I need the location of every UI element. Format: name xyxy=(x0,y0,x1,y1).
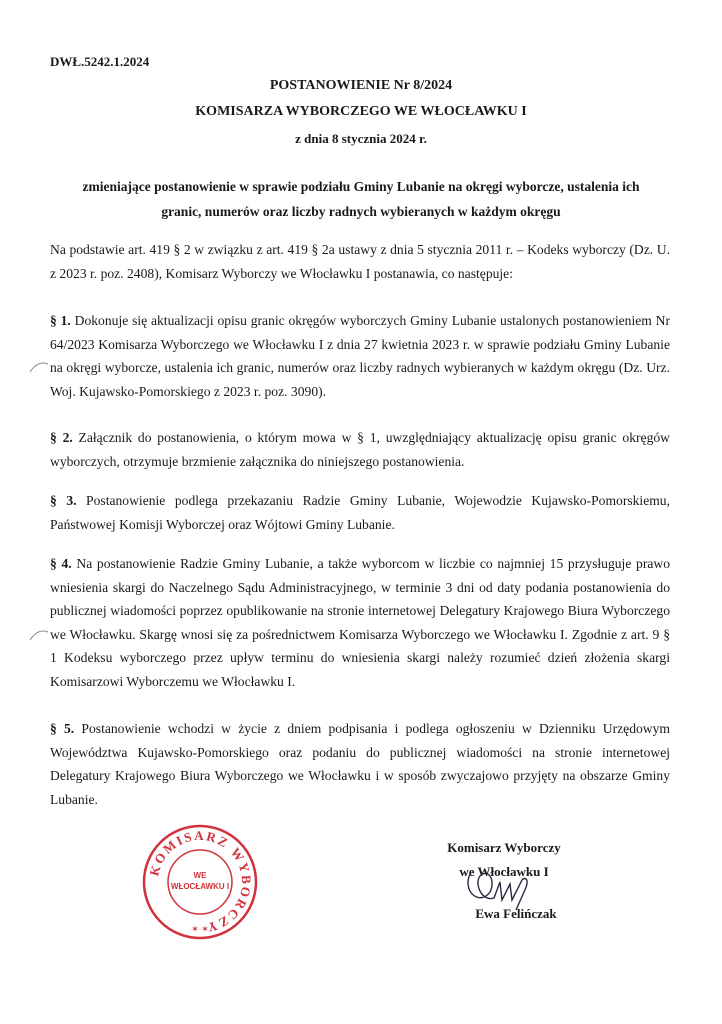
paragraph-5-text: Postanowienie wchodzi w życie z dniem podpisania i podlega ogłoszeniu w Dzienniku Urzędowym Województwa Kujawsko-Pomorskiego oraz podaniu do publicznej wiadomości na stronie internetowej Delegatury Krajowego Biura Wyborczego we Włocławku i w sposób zwyczajowo przyjęty na obszarze Gminy Lubanie. xyxy=(50,721,670,807)
punch-hole-mark-icon xyxy=(28,360,50,374)
reference-number: DWŁ.5242.1.2024 xyxy=(50,54,150,69)
paragraph-4-mark: § 4. xyxy=(50,556,72,571)
stamp-stars-icon: ✶ ✶ xyxy=(191,924,209,934)
paragraph-4 xyxy=(50,552,670,693)
paragraph-3-text: Postanowienie podlega przekazaniu Radzie Gminy Lubanie, Wojewodzie Kujawsko-Pomorskiemu, Państwowej Komisji Wyborczej oraz Wójtowi Gminy Lubanie. xyxy=(50,493,671,532)
preamble: Na podstawie art. 419 § 2 w związku z art. 419 § 2a ustawy z dnia 5 stycznia 2011 r. – Kodeks wyborczy (Dz. U. z 2023 r. poz. 2408), Komisarz Wyborczy we Włocławku I postanawia, co następuje: xyxy=(50,242,670,281)
handwritten-signature xyxy=(460,862,550,912)
paragraph-1-text: Dokonuje się aktualizacji opisu granic okręgów wyborczych Gminy Lubanie ustalonych postanowieniem Nr 64/2023 Komisarza Wyborczego we Włocławku I z dnia 27 kwietnia 2023 r. w sprawie podziału Gminy Lubanie na okręgi wyborcze, ustalenia ich granic, numerów oraz liczby radnych wybieranych w każdym okręgu (Dz. Urz. Woj. Kujawsko-Pomorskiego z 2023 r. poz. 3090). xyxy=(50,313,671,399)
signatory-name: Ewa Felińczak xyxy=(475,906,557,921)
punch-hole-mark-icon xyxy=(28,628,50,642)
stamp-inner-line2: WŁOCŁAWKU I xyxy=(170,882,230,891)
paragraph-2-mark: § 2. xyxy=(50,430,73,445)
stamp-inner-line1: WE xyxy=(193,871,207,880)
paragraph-4-text: Na postanowienie Radzie Gminy Lubanie, a także wyborcom w liczbie co najmniej 15 przysługuje prawo wniesienia skargi do Naczelnego Sądu Administracyjnego, w terminie 3 dni od daty podania postanowienia do publicznej wiadomości poprzez opublikowanie na stronie internetowej Delegatury Krajowego Biura Wyborczego we Włocławku. Skargę wnosi się za pośrednictwem Komisarza Wyborczego we Włocławku I. Zgodnie z art. 9 § 1 Kodeksu wyborczego przez upływ terminu do wniesienia skargi należy rozumieć dzień złożenia skargi Komisarzowi Wyborczemu we Włocławku I. xyxy=(50,556,671,689)
document-subject: zmieniające postanowienie w sprawie podziału Gminy Lubanie na okręgi wyborcze, ustalenia ich granic, numerów oraz liczby radnych wybieranych w każdym okręgu xyxy=(82,179,640,219)
paragraph-5 xyxy=(50,717,670,811)
paragraph-2 xyxy=(50,426,670,473)
paragraph-1 xyxy=(50,309,670,403)
issuing-authority: KOMISARZA WYBORCZEGO WE WŁOCŁAWKU I xyxy=(195,104,527,119)
official-stamp xyxy=(140,822,260,942)
paragraph-3 xyxy=(50,489,670,536)
signatory-location: we Włocławku I xyxy=(459,864,549,879)
paragraph-3-mark: § 3. xyxy=(50,493,77,508)
document-date: z dnia 8 stycznia 2024 r. xyxy=(295,131,427,146)
paragraph-5-mark: § 5. xyxy=(50,721,75,736)
stamp-outer-text: KOMISARZ WYBORCZY xyxy=(146,827,255,936)
paragraph-1-mark: § 1. xyxy=(50,313,71,328)
signatory-role: Komisarz Wyborczy xyxy=(447,840,561,855)
document-title: POSTANOWIENIE Nr 8/2024 xyxy=(269,78,453,93)
paragraph-2-text: Załącznik do postanowienia, o którym mowa w § 1, uwzględniający aktualizację opisu granic okręgów wyborczych, otrzymuje brzmienie załącznika do niniejszego postanowienia. xyxy=(50,430,670,469)
